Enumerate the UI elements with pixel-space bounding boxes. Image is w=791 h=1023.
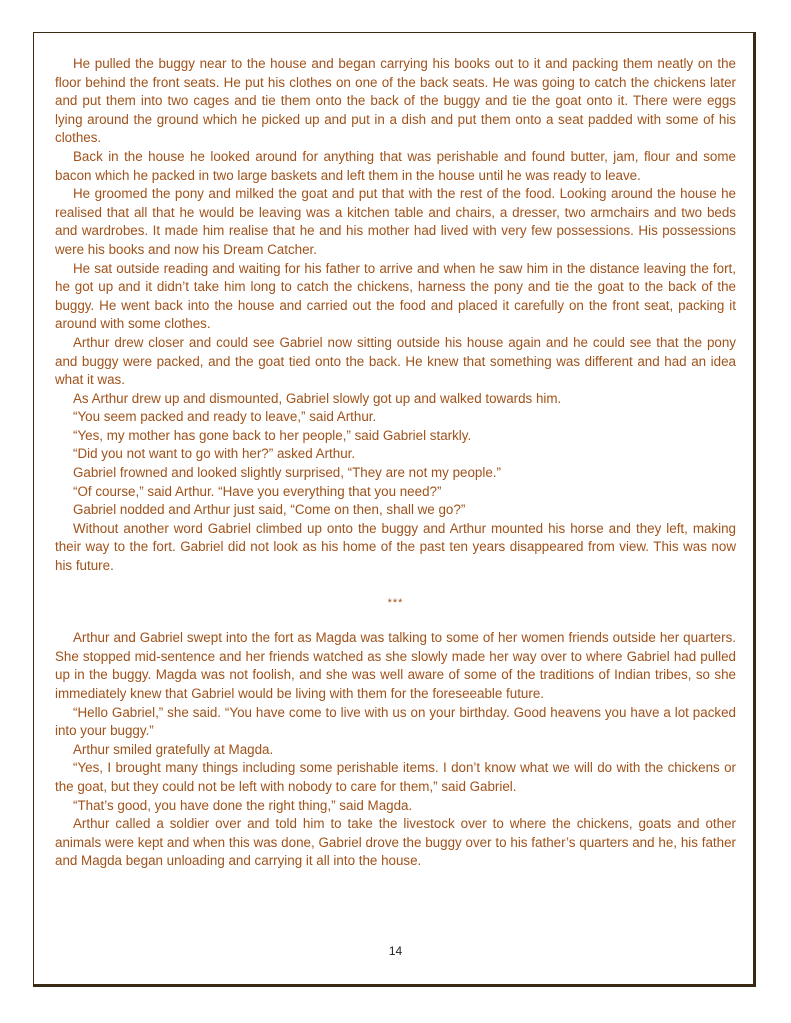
paragraph: He pulled the buggy near to the house and began carrying his books out to it and packing them neatly on the floor behind the front seats. He put his clothes on one of the back seats. He was going to catch the chickens later and put them into two cages and tie them onto the back of the buggy and tie the goat onto it. There were eggs lying around the ground which he picked up and put in a dish and put them onto a seat padded with some of his clothes. [55, 56, 736, 146]
section-separator: *** [387, 596, 404, 609]
paragraph: Arthur smiled gratefully at Magda. [73, 741, 274, 757]
page-number: 14 [388, 944, 403, 958]
dialogue-line: “Did you not want to go with her?” asked Arthur. [73, 446, 356, 462]
dialogue-line: “You seem packed and ready to leave,” said Arthur. [73, 409, 377, 425]
paragraph: He sat outside reading and waiting for his father to arrive and when he saw him in the distance leaving the fort, he got up and it didn’t take him long to catch the chickens, harness the pony and tie the goat to the back of the buggy. He went back into the house and carried out the food and placed it carefully on the front seat, packing it around with some clothes. [55, 260, 736, 332]
dialogue-line: “Of course,” said Arthur. “Have you everything that you need?” [73, 483, 442, 499]
dialogue-line: “That’s good, you have done the right thing,” said Magda. [73, 797, 413, 813]
dialogue-line: “Hello Gabriel,” she said. “You have come to live with us on your birthday. Good heavens you have a lot packed into your buggy.” [55, 704, 736, 739]
dialogue-line: “Yes, I brought many things including some perishable items. I don’t know what we will do with the chickens or the goat, but they could not be left with nobody to care for them,” said Gabriel. [55, 760, 736, 794]
paragraph: Arthur called a soldier over and told him to take the livestock over to where the chickens, goats and other animals were kept and when this was done, Gabriel drove the buggy over to his father’s quarters and he, his father and Magda began unloading and carrying it all into the house. [55, 816, 736, 869]
paragraph: He groomed the pony and milked the goat and put that with the rest of the food. Looking around the house he realised that all that he would be leaving was a kitchen table and chairs, a dresser, two armchairs and two beds and wardrobes. It made him realise that he and his mother had lived with very few possessions. His possessions were his books and now his Dream Catcher. [55, 186, 736, 257]
paragraph: Back in the house he looked around for anything that was perishable and found butter, jam, flour and some bacon which he packed in two large baskets and left them in the house until he was ready to leave. [55, 148, 736, 183]
paragraph: As Arthur drew up and dismounted, Gabriel slowly got up and walked towards him. [73, 390, 562, 406]
document-body [55, 55, 736, 871]
dialogue-line: Gabriel nodded and Arthur just said, “Come on then, shall we go?” [73, 502, 466, 518]
dialogue-line: Gabriel frowned and looked slightly surprised, “They are not my people.” [73, 465, 501, 481]
paragraph: Without another word Gabriel climbed up onto the buggy and Arthur mounted his horse and they left, making their way to the fort. Gabriel did not look as his home of the past ten years disappeared from view. This was now his future. [55, 520, 736, 574]
paragraph: Arthur drew closer and could see Gabriel now sitting outside his house again and he could see that the pony and buggy were packed, and the goat tied onto the back. He knew that something was different and had an idea what it was. [55, 334, 736, 388]
dialogue-line: “Yes, my mother has gone back to her people,” said Gabriel starkly. [73, 427, 472, 443]
paragraph: Arthur and Gabriel swept into the fort as Magda was talking to some of her women friends outside her quarters. She stopped mid-sentence and her friends watched as she slowly made her way over to where Gabriel had pulled up in the buggy. Magda was not foolish, and she was well aware of some of the traditions of Indian tribes, so she immediately knew that Gabriel would be living with them for the foreseeable future. [55, 630, 736, 701]
